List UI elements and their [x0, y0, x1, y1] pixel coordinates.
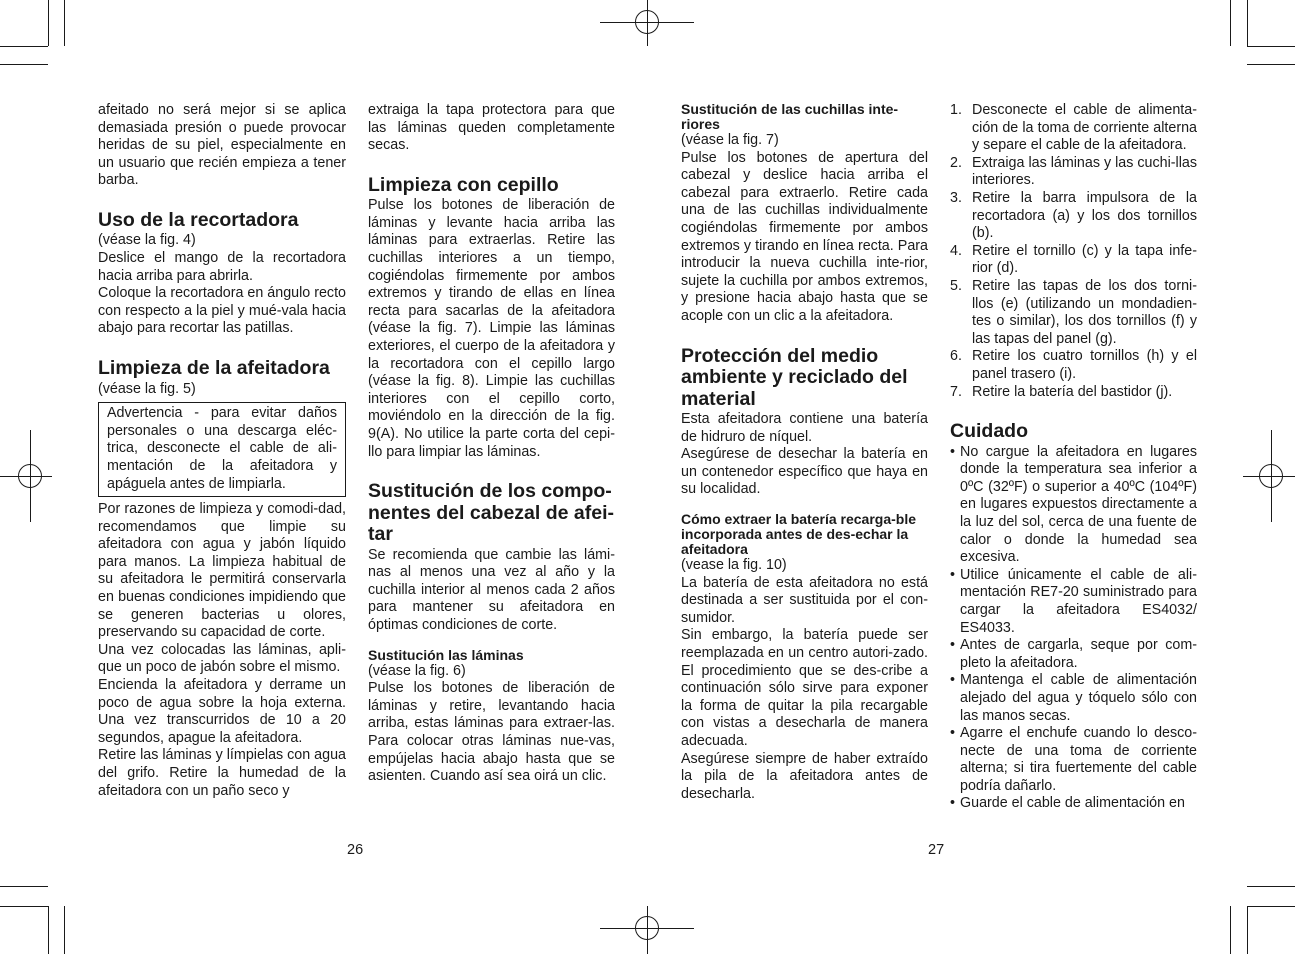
- paragraph: Pulse los botones de apertura del cabezal y deslice hacia arriba el cabezal para extraerlo. Retire cada una de las cuchillas individualmente cogiéndolas firmemente por ambos extremos y tirando en línea recta. Para introducir la nueva cuchilla inte-rior, sujete la cuchilla por ambos extremos, y presione hacia abajo hasta que se acople con un clic a la afeitadora.: [681, 149, 928, 324]
- crop-mark: [1247, 886, 1295, 887]
- list-item: [950, 384, 1197, 402]
- paragraph: Pulse los botones de liberación de láminas y levante hacia arriba las láminas para extraerlas. Retire las cuchillas interiores a un tiempo, cogiéndolas firmemente por ambos extremos y tirando de ellas en línea recta para sacarlas de la afeitadora (véase la fig. 7). Limpie las láminas exteriores, el cuerpo de la afeitadora y la recortadora con el cepillo largo (véase la fig. 8). Limpie las cuchillas interiores con el cepillo corto, moviéndolo en la dirección de la fig. 9(A). No utilice la parte corta del cepi-llo para limpiar las láminas.: [368, 197, 615, 460]
- bullet-text: No cargue la afeitadora en lugares donde la temperatura sea inferior a 0ºC (32ºF) o superior a 40ºC (104ºF) en lugares expuestos directamente a la luz del sol, cerca de una fuente de calor o donde la humedad sea excesiva.: [960, 443, 1197, 566]
- subsection-heading: Sustitución de las cuchillas inte-riores: [681, 101, 899, 132]
- bullet: •: [950, 795, 956, 812]
- section-heading: Limpieza de la afeitadora: [98, 357, 330, 380]
- crop-mark: [0, 64, 48, 65]
- bullet: •: [950, 725, 956, 742]
- bullet: •: [950, 566, 956, 583]
- column-4: [950, 102, 1197, 813]
- crop-mark: [1230, 906, 1231, 954]
- figure-reference: (véase la fig. 4): [98, 232, 196, 249]
- step-text: Retire la batería del bastidor (j).: [972, 383, 1173, 400]
- crop-mark: [0, 886, 48, 887]
- step-text: Retire los cuatro tornillos (h) y el panel trasero (i).: [972, 348, 1197, 382]
- column-2: [368, 102, 615, 786]
- step-number: 3.: [950, 189, 962, 206]
- registration-circle: [635, 10, 659, 34]
- bullet: •: [950, 637, 956, 654]
- crop-mark: [1230, 0, 1231, 46]
- paragraph: Pulse los botones de liberación de láminas y retire, levantando hacia arriba, estas láminas para extraer-las. Para colocar otras láminas nue-vas, empújelas hacia abajo hasta que se asienten. Cuando así sea oirá un clic.: [368, 680, 615, 785]
- crop-mark: [1247, 64, 1295, 65]
- crop-mark: [0, 906, 48, 907]
- section-heading: Sustitución de los compo-nentes del cabezal de afei-tar: [368, 480, 615, 546]
- paragraph: Sin embargo, la batería puede ser reemplazada en un centro autori-zado. El procedimiento que se des-cribe a continuación sólo sirve para exponer la forma de quitar la pila recargable con vistas a desecharla de manera adecuada.: [681, 627, 928, 749]
- paragraph: La batería de esta afeitadora no está destinada a ser sustituida por el con-sumidor.: [681, 574, 928, 626]
- bullet-text: Antes de cargarla, seque por com-pleto la afeitadora.: [960, 637, 1197, 671]
- crop-mark: [1247, 46, 1295, 47]
- list-item: [950, 795, 1197, 813]
- crop-mark: [1247, 906, 1248, 954]
- crop-mark: [1247, 0, 1248, 46]
- paragraph: Asegúrese de desechar la batería en un contenedor específico que haya en su localidad.: [681, 446, 928, 498]
- list-item: [950, 444, 1197, 567]
- step-number: 4.: [950, 242, 962, 259]
- paragraph: Retire las láminas y límpielas con agua del grifo. Retire la humedad de la afeitadora con un paño seco y: [98, 747, 346, 799]
- registration-circle: [1259, 464, 1283, 488]
- bullet-text: Mantenga el cable de alimentación alejado del agua y tóquelo sólo con las manos secas.: [960, 672, 1197, 724]
- warning-box: [98, 402, 346, 497]
- bullet-text: Utilice únicamente el cable de ali-mentación RE7-20 suministrado para cargar la afeitadora ES4032/ ES4033.: [960, 566, 1197, 636]
- step-number: 6.: [950, 348, 962, 365]
- section-heading: Protección del medio ambiente y reciclado del material: [681, 344, 908, 410]
- step-number: 7.: [950, 383, 962, 400]
- crop-mark: [48, 906, 49, 954]
- list-item: [950, 348, 1197, 383]
- bullet-list: [950, 444, 1197, 813]
- page-number: 27: [928, 842, 945, 858]
- registration-circle: [635, 916, 659, 940]
- numbered-steps: [950, 102, 1197, 401]
- crop-mark: [64, 906, 65, 954]
- paragraph: Coloque la recortadora en ángulo recto con respecto a la piel y mué-vala hacia abajo para recortar las patillas.: [98, 285, 346, 337]
- paragraph: Deslice el mango de la recortadora hacia arriba para abrirla.: [98, 250, 346, 284]
- figure-reference: (véase la fig. 5): [98, 380, 196, 397]
- paragraph: Esta afeitadora contiene una batería de hidruro de níquel.: [681, 411, 928, 445]
- section-heading: Limpieza con cepillo: [368, 173, 559, 196]
- bullet-text: Guarde el cable de alimentación en: [960, 795, 1185, 812]
- list-item: [950, 243, 1197, 278]
- paragraph: Encienda la afeitadora y derrame un poco de agua sobre la hoja externa. Una vez transcurridos de 10 a 20 segundos, apague la afeitadora.: [98, 677, 346, 746]
- figure-reference: (véase la fig. 7): [681, 132, 779, 148]
- list-item: [950, 155, 1197, 190]
- figure-reference: (véase la fig. 6): [368, 662, 466, 679]
- list-item: [950, 725, 1197, 795]
- list-item: [950, 102, 1197, 155]
- step-number: 5.: [950, 277, 962, 294]
- step-number: 1.: [950, 102, 962, 118]
- column-3: [681, 102, 928, 803]
- section-heading: Cuidado: [950, 420, 1028, 443]
- bullet: •: [950, 443, 956, 460]
- list-item: [950, 567, 1197, 637]
- crop-mark: [0, 46, 48, 47]
- figure-reference: (vease la fig. 10): [681, 557, 787, 573]
- step-text: Extraiga las láminas y las cuchi-llas interiores.: [972, 154, 1197, 189]
- subsection-heading: Cómo extraer la batería recarga-ble incorporada antes de des-echar la afeitadora: [681, 511, 916, 557]
- paragraph: extraiga la tapa protectora para que las láminas queden completamente secas.: [368, 102, 615, 154]
- paragraph: Se recomienda que cambie las lámi-nas al menos una vez al año y la cuchilla interior al menos cada 2 años para mantener su afeitadora en óptimas condiciones de corte.: [368, 546, 615, 634]
- bullet: •: [950, 672, 956, 689]
- list-item: [950, 672, 1197, 725]
- warning-text: Advertencia - para evitar daños personales o una descarga eléc-trica, desconecte el cable de ali-mentación de la afeitadora y apáguela antes de limpiarla.: [107, 405, 337, 492]
- crop-mark: [48, 0, 49, 46]
- section-heading: Uso de la recortadora: [98, 208, 299, 231]
- paragraph: afeitado no será mejor si se aplica demasiada presión o puede provocar heridas de su piel, especialmente en un usuario que recién empieza a tener barba.: [98, 102, 346, 189]
- paragraph: Asegúrese siempre de haber extraído la pila de la afeitadora antes de desecharla.: [681, 750, 928, 802]
- registration-circle: [18, 464, 42, 488]
- subsection-heading: Sustitución las láminas: [368, 646, 524, 663]
- list-item: [950, 190, 1197, 243]
- crop-mark: [1247, 906, 1295, 907]
- step-text: Desconecte el cable de alimenta-ción de la toma de corriente alterna y separe el cable de la afeitadora.: [972, 102, 1197, 154]
- paragraph: Una vez colocadas las láminas, apli-que un poco de jabón sobre el mismo.: [98, 641, 346, 676]
- list-item: [950, 278, 1197, 348]
- list-item: [950, 637, 1197, 672]
- crop-mark: [64, 0, 65, 46]
- step-number: 2.: [950, 154, 962, 171]
- page-number: 26: [347, 842, 364, 858]
- step-text: Retire el tornillo (c) y la tapa infe-rior (d).: [972, 242, 1197, 277]
- step-text: Retire la barra impulsora de la recortadora (a) y los dos tornillos (b).: [972, 189, 1197, 242]
- bullet-text: Agarre el enchufe cuando lo desco-necte de una toma de corriente alterna; si tira fuertemente del cable podría dañarlo.: [960, 725, 1197, 794]
- column-1: [98, 102, 346, 800]
- paragraph: Por razones de limpieza y comodi-dad, recomendamos que limpie su afeitadora con agua y jabón líquido para manos. La limpieza habitual de su afeitadora le permitirá conservarla en buenas condiciones impidiendo que se generen bacterias u olores, preservando su capacidad de corte.: [98, 501, 346, 641]
- step-text: Retire las tapas de los dos torni-llos (e) (utilizando un mondadien-tes o similar), los dos tornillos (f) y las tapas del panel (g).: [972, 277, 1197, 347]
